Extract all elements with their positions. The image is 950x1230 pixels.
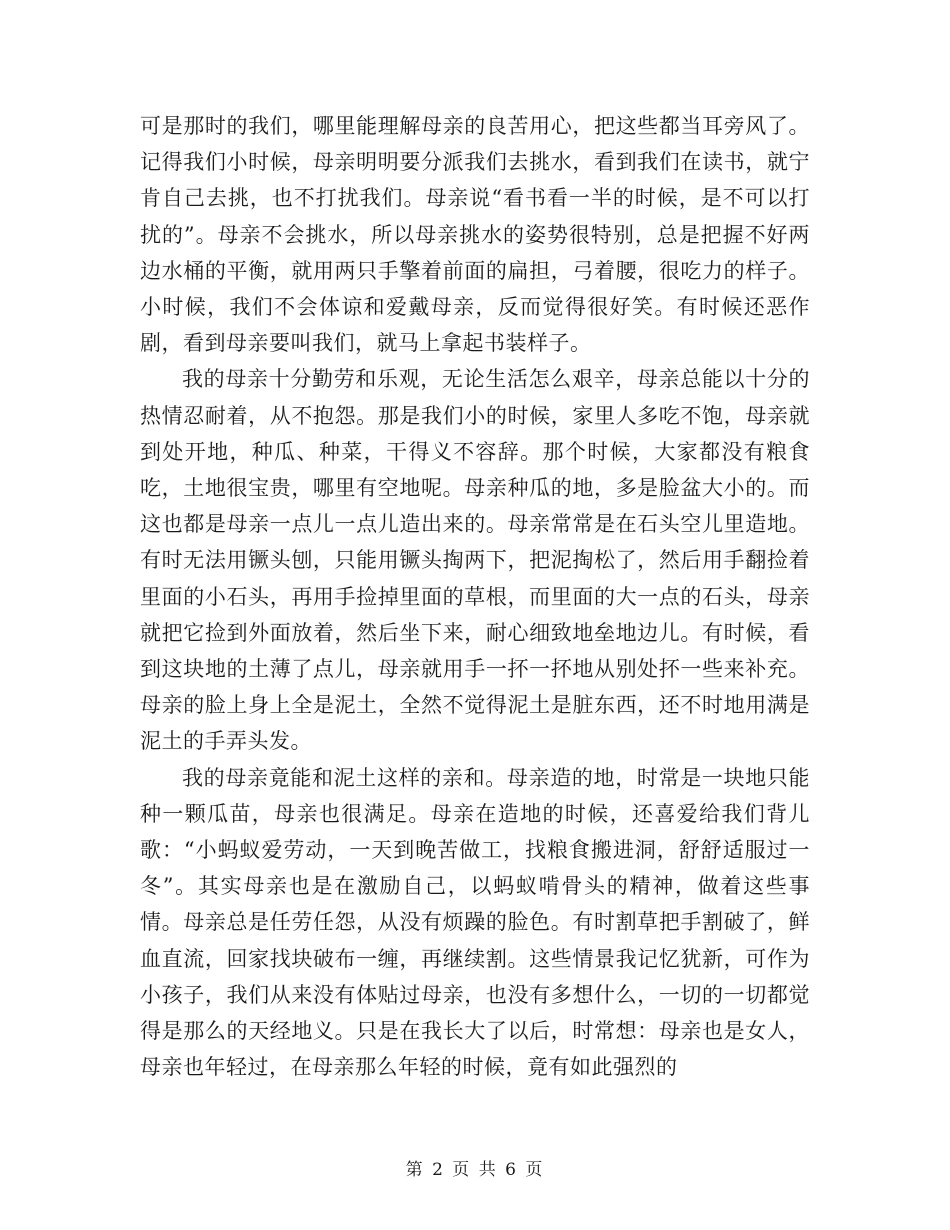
paragraph-3: 我的母亲竟能和泥土这样的亲和。母亲造的地，时常是一块地只能种一颗瓜苗，母亲也很满足。母亲在造地的时候，还喜爱给我们背儿歌：“小蚂蚁爱劳动，一天到晚苦做工，找粮食搬进洞，舒舒适服过一冬”。其实母亲也是在激励自己，以蚂蚁啃骨头的精神，做着这些事情。母亲总是任劳任怨，从没有烦躁的脸色。有时割草把手割破了，鲜血直流，回家找块破布一缠，再继续割。这些情景我记忆犹新，可作为小孩子，我们从来没有体贴过母亲，也没有多想什么，一切的一切都觉得是那么的天经地义。只是在我长大了以后，时常想：母亲也是女人，母亲也年轻过，在母亲那么年轻的时候，竟有如此强烈的: [140, 765, 810, 1080]
paragraph-2: 我的母亲十分勤劳和乐观，无论生活怎么艰辛，母亲总能以十分的热情忍耐着，从不抱怨。那是我们小的时候，家里人多吃不饱，母亲就到处开地，种瓜、种菜，干得义不容辞。那个时候，大家都没有粮食吃，土地很宝贵，哪里有空地呢。母亲种瓜的地，多是脸盆大小的。而这也都是母亲一点儿一点儿造出来的。母亲常常是在石头空儿里造地。有时无法用镢头刨，只能用镢头掏两下，把泥掏松了，然后用手翻捡着里面的小石头，再用手捡掉里面的草根，而里面的大一点的石头，母亲就把它捡到外面放着，然后坐下来，耐心细致地垒地边儿。有时候，看到这块地的土薄了点儿，母亲就用手一抔一抔地从别处抔一些来补充。母亲的脸上身上全是泥土，全然不觉得泥土是脏东西，还不时地用满是泥土的手弄头发。: [140, 367, 810, 754]
page-number-footer: 第 2 页 共 6 页: [405, 1160, 545, 1180]
paragraph-1: 可是那时的我们，哪里能理解母亲的良苦用心，把这些都当耳旁风了。记得我们小时候，母亲明明要分派我们去挑水，看到我们在读书，就宁肯自己去挑，也不打扰我们。母亲说“看书看一半的时候，是不可以打扰的”。母亲不会挑水，所以母亲挑水的姿势很特别，总是把握不好两边水桶的平衡，就用两只手擎着前面的扁担，弓着腰，很吃力的样子。小时候，我们不会体谅和爱戴母亲，反而觉得很好笑。有时候还恶作剧，看到母亲要叫我们，就马上拿起书装样子。: [140, 114, 810, 356]
document-body: [140, 108, 810, 1085]
